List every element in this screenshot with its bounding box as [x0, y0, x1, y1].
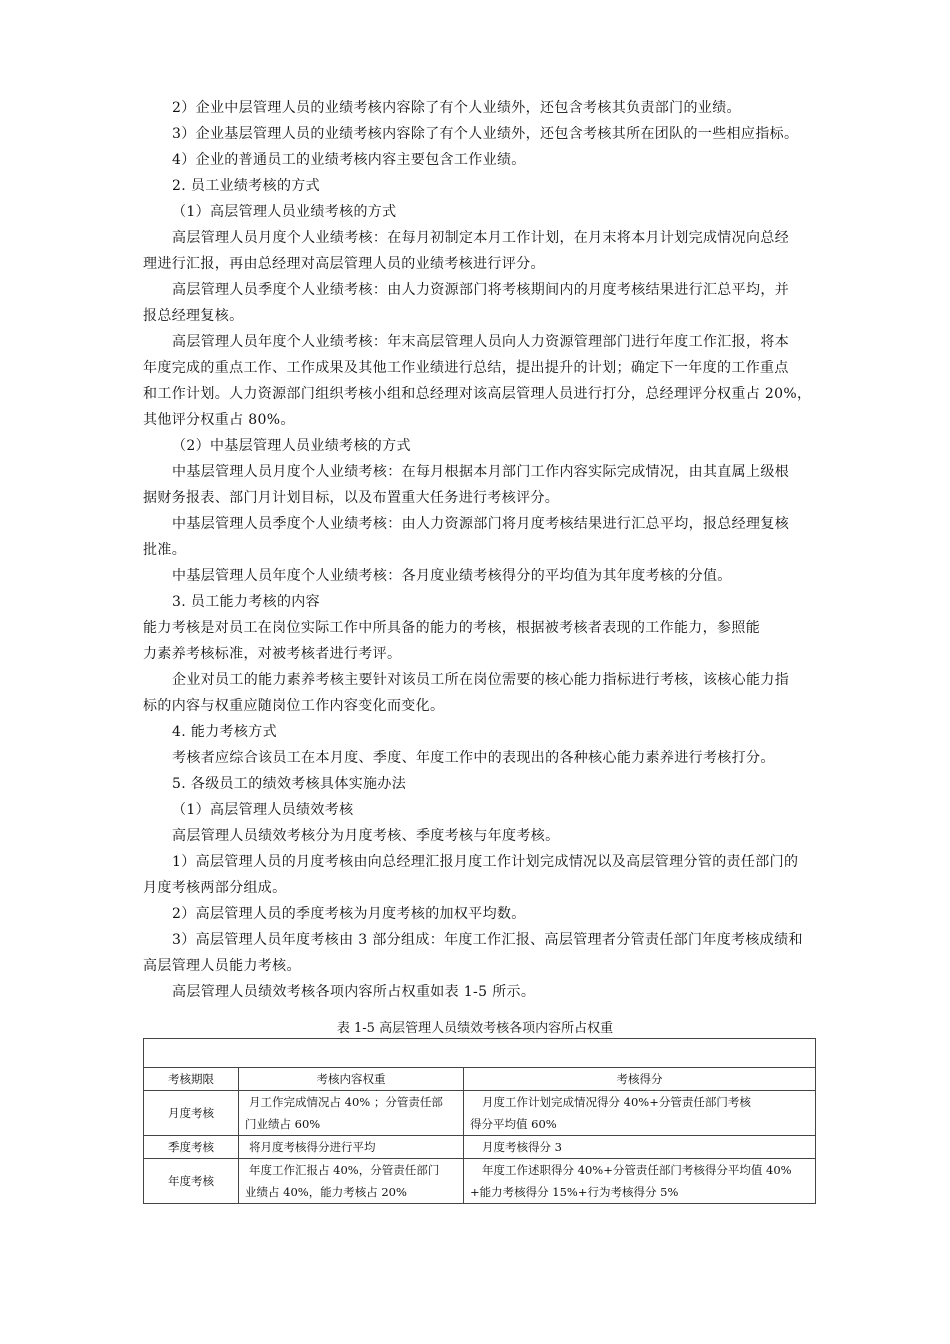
paragraph-line: 2）高层管理人员的季度考核为月度考核的加权平均数。 [172, 906, 526, 922]
paragraph-line: 3）企业基层管理人员的业绩考核内容除了有个人业绩外，还包含考核其所在团队的一些相应指标。 [172, 126, 799, 142]
row-weight-line: 门业绩占 60% [245, 1117, 321, 1131]
paragraph-line: 其他评分权重占 80%。 [143, 412, 295, 428]
row-weight-line: 将月度考核得分进行平均 [249, 1140, 376, 1154]
paragraph-line: 理进行汇报，再由总经理对高层管理人员的业绩考核进行评分。 [143, 256, 545, 272]
paragraph-line: 中基层管理人员月度个人业绩考核：在每月根据本月部门工作内容实际完成情况，由其直属上级根 [172, 464, 790, 480]
table-blank-row [144, 1039, 816, 1068]
paragraph-line: 年度完成的重点工作、工作成果及其他工作业绩进行总结，提出提升的计划；确定下一年度的工作重点 [143, 360, 789, 376]
paragraph-line: 高层管理人员绩效考核各项内容所占权重如表 1-5 所示。 [172, 984, 536, 1000]
paragraph-line: 4. 能力考核方式 [172, 724, 277, 740]
row-score-line: 月度考核得分 3 [482, 1140, 562, 1154]
paragraph-line: 中基层管理人员季度个人业绩考核：由人力资源部门将月度考核结果进行汇总平均，报总经理复核 [172, 516, 790, 532]
paragraph-line: 3. 员工能力考核的内容 [172, 594, 321, 610]
paragraph-line: 1）高层管理人员的月度考核由向总经理汇报月度工作计划完成情况以及高层管理分管的责任部门的 [172, 854, 799, 870]
paragraph-line: 5. 各级员工的绩效考核具体实施办法 [172, 776, 407, 792]
row-weight-line: 业绩占 40%，能力考核占 20% [245, 1185, 407, 1199]
table-header-row [144, 1068, 816, 1091]
paragraph-line: 批准。 [143, 542, 187, 558]
row-period: 月度考核 [144, 1091, 239, 1136]
table-row [144, 1136, 816, 1159]
paragraph-line: 力素养考核标准，对被考核者进行考评。 [143, 646, 402, 662]
paragraph-line: 标的内容与权重应随岗位工作内容变化而变化。 [143, 698, 445, 714]
paragraph-line: （2）中基层管理人员业绩考核的方式 [172, 438, 411, 454]
header-score: 考核得分 [464, 1068, 816, 1091]
paragraph-line: 报总经理复核。 [143, 308, 244, 324]
paragraph-line: （1）高层管理人员业绩考核的方式 [172, 204, 397, 220]
paragraph-line: 高层管理人员年度个人业绩考核：年末高层管理人员向人力资源管理部门进行年度工作汇报，将本 [172, 334, 790, 350]
row-weight [239, 1159, 464, 1204]
table-row [144, 1091, 816, 1136]
paragraph-line: 3）高层管理人员年度考核由 3 部分组成：年度工作汇报、高层管理者分管责任部门年度考核成绩和 [172, 932, 803, 948]
paragraph-line: 和工作计划。人力资源部门组织考核小组和总经理对该高层管理人员进行打分，总经理评分权重占 20%， [143, 386, 812, 402]
paragraph-line: 高层管理人员能力考核。 [143, 958, 301, 974]
row-score [464, 1091, 816, 1136]
paragraph-line: 4）企业的普通员工的业绩考核内容主要包含工作业绩。 [172, 152, 526, 168]
paragraph-line: 月度考核两部分组成。 [143, 880, 287, 896]
row-weight [239, 1136, 464, 1159]
paragraph-line: 高层管理人员季度个人业绩考核：由人力资源部门将考核期间内的月度考核结果进行汇总平均，并 [172, 282, 790, 298]
table-row [144, 1159, 816, 1204]
paragraph-line: 2）企业中层管理人员的业绩考核内容除了有个人业绩外，还包含考核其负责部门的业绩。 [172, 100, 741, 116]
paragraph-line: 中基层管理人员年度个人业绩考核：各月度业绩考核得分的平均值为其年度考核的分值。 [172, 568, 732, 584]
row-weight [239, 1091, 464, 1136]
row-period: 年度考核 [144, 1159, 239, 1204]
row-weight-line: 月工作完成情况占 40% ；分管责任部 [249, 1095, 443, 1109]
table-caption: 表 1-5 高层管理人员绩效考核各项内容所占权重 [336, 1021, 614, 1036]
row-score-line: 年度工作述职得分 40%+分管责任部门考核得分平均值 40% [482, 1163, 792, 1177]
paragraph-line: 考核者应综合该员工在本月度、季度、年度工作中的表现出的各种核心能力素养进行考核打分。 [172, 750, 775, 766]
header-period: 考核期限 [144, 1068, 239, 1091]
paragraph-line: （1）高层管理人员绩效考核 [172, 802, 354, 818]
paragraph-line: 据财务报表、部门月计划目标，以及布置重大任务进行考核评分。 [143, 490, 560, 506]
header-weight: 考核内容权重 [239, 1068, 464, 1091]
row-weight-line: 年度工作汇报占 40%，分管责任部门 [249, 1163, 440, 1177]
paragraph-line: 高层管理人员月度个人业绩考核：在每月初制定本月工作计划，在月末将本月计划完成情况向总经 [172, 230, 790, 246]
row-score-line: 得分平均值 60% [470, 1117, 557, 1131]
row-score [464, 1159, 816, 1204]
row-score [464, 1136, 816, 1159]
paragraph-line: 企业对员工的能力素养考核主要针对该员工所在岗位需要的核心能力指标进行考核，该核心能力指 [172, 672, 790, 688]
row-period: 季度考核 [144, 1136, 239, 1159]
row-score-line: +能力考核得分 15%+行为考核得分 5% [470, 1185, 679, 1199]
paragraph-line: 能力考核是对员工在岗位实际工作中所具备的能力的考核，根据被考核者表现的工作能力，参照能 [143, 620, 761, 636]
row-score-line: 月度工作计划完成情况得分 40%+分管责任部门考核 [482, 1095, 751, 1109]
weight-table [143, 1038, 816, 1204]
paragraph-line: 高层管理人员绩效考核分为月度考核、季度考核与年度考核。 [172, 828, 560, 844]
paragraph-line: 2. 员工业绩考核的方式 [172, 178, 321, 194]
